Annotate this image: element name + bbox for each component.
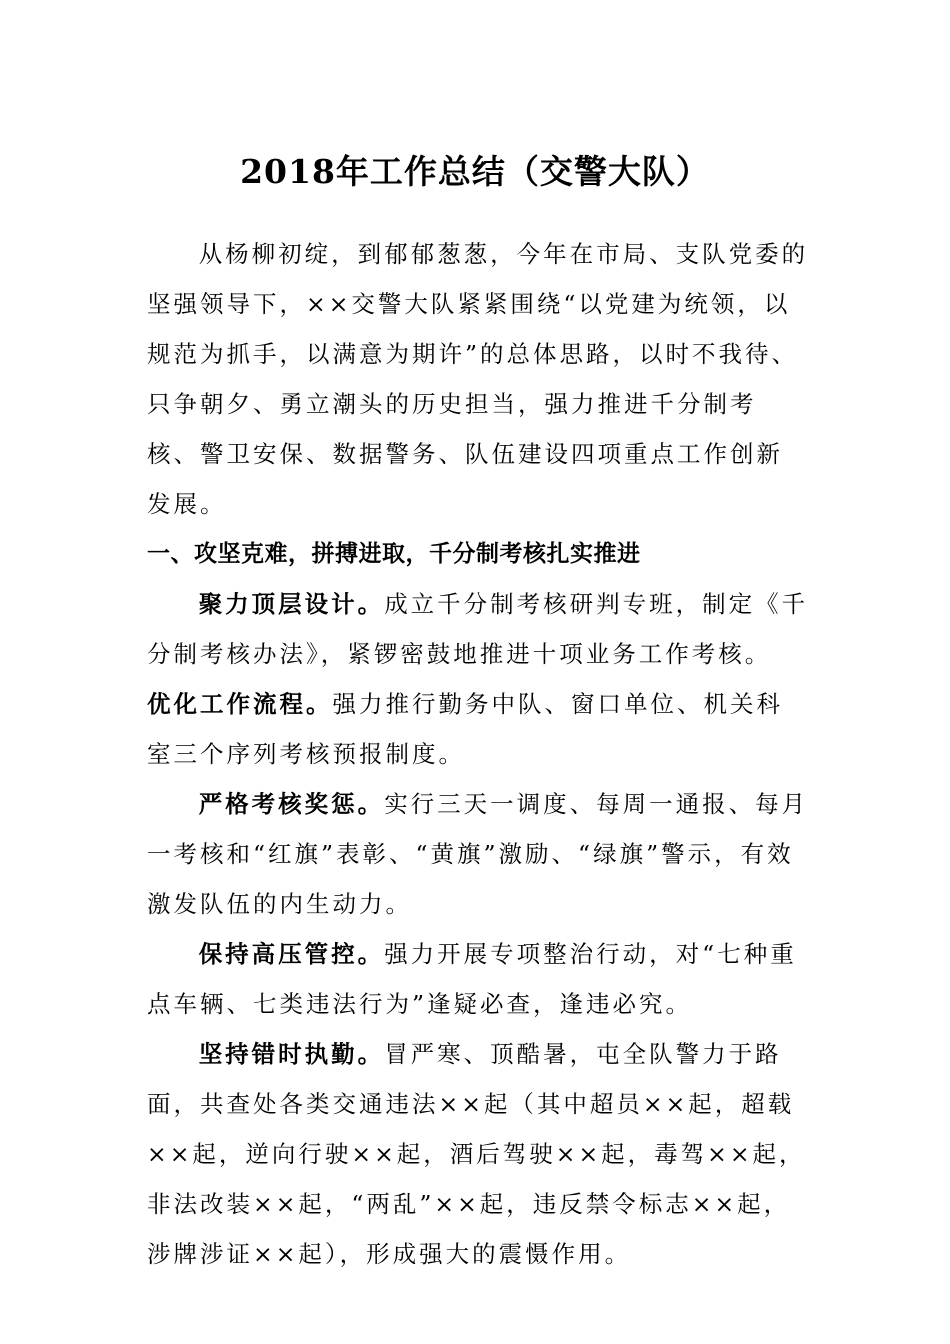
paragraph-text: 冒严寒、顶酷暑，屯全队警力于路面，共查处各类交通违法××起（其中超员××起，超载××起，逆向行驶××起，酒后驾驶××起，毒驾××起，非法改装××起，“两乱”××起，违反禁令标志××起，涉牌涉证××起），形成强大的震慑作用。 xyxy=(147,1040,806,1268)
paragraph-staggered-duty xyxy=(147,1029,809,1279)
paragraph-top-level-design xyxy=(147,579,809,679)
document-body xyxy=(147,229,809,1279)
intro-paragraph: 从杨柳初绽，到郁郁葱葱，今年在市局、支队党委的坚强领导下，××交警大队紧紧围绕“以党建为统领，以规范为抓手，以满意为期许”的总体思路，以时不我待、只争朝夕、勇立潮头的历史担当，强力推进千分制考核、警卫安保、数据警务、队伍建设四项重点工作创新发展。 xyxy=(147,240,809,518)
paragraph-strict-assessment xyxy=(147,779,809,929)
paragraph-text: 强力开展专项整治行动，对“七种重点车辆、七类违法行为”逢疑必查，逢违必究。 xyxy=(147,940,797,1018)
paragraph-optimize-workflow xyxy=(147,679,809,779)
paragraph-text: 强力推行勤务中队、窗口单位、机关科室三个序列考核预报制度。 xyxy=(147,690,783,768)
paragraph-lead: 优化工作流程。 xyxy=(147,690,333,718)
paragraph-lead: 严格考核奖惩。 xyxy=(198,790,385,818)
section-heading: 一、攻坚克难，拼搏进取，千分制考核扎实推进 xyxy=(147,541,641,567)
paragraph-high-pressure-control xyxy=(147,929,809,1029)
paragraph-text: 成立千分制考核研判专班，制定《千分制考核办法》，紧锣密鼓地推进十项业务工作考核。 xyxy=(147,590,809,668)
paragraph-lead: 坚持错时执勤。 xyxy=(198,1040,385,1068)
document-title: 2018年工作总结（交警大队） xyxy=(240,152,710,192)
paragraph-lead: 聚力顶层设计。 xyxy=(198,590,385,618)
paragraph-text: 实行三天一调度、每周一通报、每月一考核和“红旗”表彰、“黄旗”激励、“绿旗”警示，有效激发队伍的内生动力。 xyxy=(147,790,809,918)
paragraph-lead: 保持高压管控。 xyxy=(198,940,385,968)
